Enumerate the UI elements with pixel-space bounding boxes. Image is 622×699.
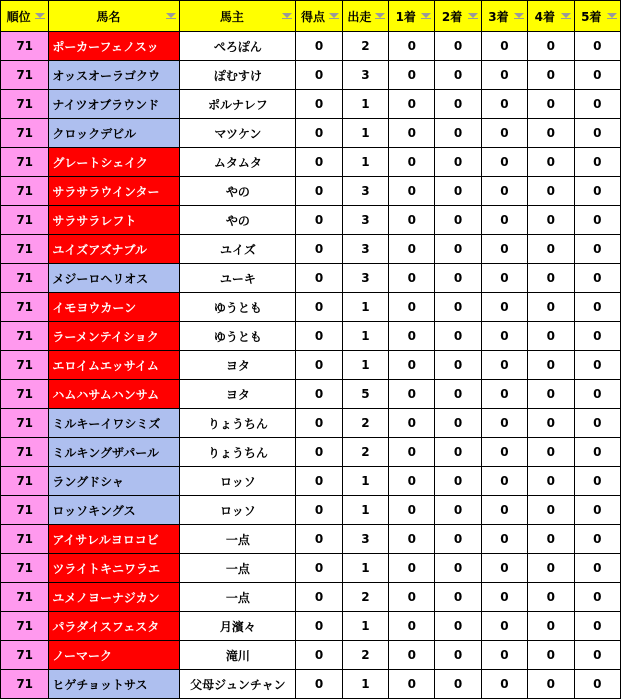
horse-name-cell[interactable]: ツライトキニワラエ: [49, 554, 180, 583]
fifth-place-cell[interactable]: 0: [574, 177, 621, 206]
header-fourth[interactable]: [528, 1, 574, 32]
starts-cell[interactable]: 3: [342, 177, 388, 206]
second-place-cell[interactable]: 0: [435, 119, 481, 148]
third-place-cell[interactable]: 0: [481, 293, 527, 322]
owner-cell[interactable]: ヨタ: [180, 380, 296, 409]
filter-dropdown-icon[interactable]: [607, 13, 617, 19]
table-row: [1, 525, 621, 554]
second-place-cell[interactable]: 0: [435, 380, 481, 409]
owner-cell[interactable]: やの: [180, 206, 296, 235]
first-place-cell[interactable]: 0: [389, 583, 435, 612]
third-place-cell[interactable]: 0: [481, 264, 527, 293]
second-place-cell[interactable]: 0: [435, 641, 481, 670]
header-first[interactable]: [389, 1, 435, 32]
fourth-place-cell[interactable]: 0: [528, 583, 574, 612]
starts-cell[interactable]: 2: [342, 409, 388, 438]
fifth-place-cell[interactable]: 0: [574, 293, 621, 322]
fifth-place-cell[interactable]: 0: [574, 670, 621, 699]
first-place-cell[interactable]: 0: [389, 119, 435, 148]
starts-cell[interactable]: 3: [342, 61, 388, 90]
owner-cell[interactable]: 月濱々: [180, 612, 296, 641]
owner-cell[interactable]: 一点: [180, 583, 296, 612]
rank-cell[interactable]: 71: [1, 409, 49, 438]
rank-cell[interactable]: 71: [1, 177, 49, 206]
table-row: [1, 206, 621, 235]
starts-cell[interactable]: 1: [342, 467, 388, 496]
owner-cell[interactable]: 一点: [180, 554, 296, 583]
fifth-place-cell[interactable]: 0: [574, 90, 621, 119]
first-place-cell[interactable]: 0: [389, 293, 435, 322]
fifth-place-cell[interactable]: 0: [574, 235, 621, 264]
second-place-cell[interactable]: 0: [435, 525, 481, 554]
horse-name-cell[interactable]: イモヨウカーン: [49, 293, 180, 322]
first-place-cell[interactable]: 0: [389, 670, 435, 699]
points-cell[interactable]: 0: [296, 32, 342, 61]
points-cell[interactable]: 0: [296, 380, 342, 409]
owner-cell[interactable]: ロッソ: [180, 496, 296, 525]
horse-name-cell[interactable]: ノーマーク: [49, 641, 180, 670]
points-cell[interactable]: 0: [296, 61, 342, 90]
fifth-place-cell[interactable]: 0: [574, 322, 621, 351]
points-cell[interactable]: 0: [296, 467, 342, 496]
points-cell[interactable]: 0: [296, 670, 342, 699]
second-place-cell[interactable]: 0: [435, 409, 481, 438]
rank-cell[interactable]: 71: [1, 293, 49, 322]
header-rank[interactable]: [1, 1, 49, 32]
points-cell[interactable]: 0: [296, 119, 342, 148]
rank-cell[interactable]: 71: [1, 583, 49, 612]
header-label: 3着: [488, 9, 509, 24]
fourth-place-cell[interactable]: 0: [528, 351, 574, 380]
header-label: 馬主: [219, 9, 244, 24]
third-place-cell[interactable]: 0: [481, 148, 527, 177]
third-place-cell[interactable]: 0: [481, 235, 527, 264]
fourth-place-cell[interactable]: 0: [528, 641, 574, 670]
table-row: [1, 583, 621, 612]
header-row: [1, 1, 621, 32]
table-row: [1, 264, 621, 293]
fourth-place-cell[interactable]: 0: [528, 206, 574, 235]
filter-dropdown-icon[interactable]: [282, 13, 292, 19]
fifth-place-cell[interactable]: 0: [574, 264, 621, 293]
horse-name-cell[interactable]: グレートシェイク: [49, 148, 180, 177]
fourth-place-cell[interactable]: 0: [528, 293, 574, 322]
second-place-cell[interactable]: 0: [435, 264, 481, 293]
starts-cell[interactable]: 1: [342, 293, 388, 322]
fifth-place-cell[interactable]: 0: [574, 554, 621, 583]
filter-dropdown-icon[interactable]: [468, 13, 478, 19]
owner-cell[interactable]: やの: [180, 177, 296, 206]
header-fifth[interactable]: [574, 1, 621, 32]
header-label: 馬名: [96, 9, 121, 24]
starts-cell[interactable]: 1: [342, 148, 388, 177]
horse-name-cell[interactable]: ロッソキングス: [49, 496, 180, 525]
header-label: 4着: [534, 9, 555, 24]
filter-dropdown-icon[interactable]: [375, 13, 385, 19]
owner-cell[interactable]: マツケン: [180, 119, 296, 148]
owner-cell[interactable]: 父母ジュンチャン: [180, 670, 296, 699]
second-place-cell[interactable]: 0: [435, 148, 481, 177]
horse-name-cell[interactable]: ハムハサムハンサム: [49, 380, 180, 409]
table-row: [1, 61, 621, 90]
starts-cell[interactable]: 3: [342, 206, 388, 235]
starts-cell[interactable]: 1: [342, 554, 388, 583]
header-label: 得点: [301, 9, 326, 24]
header-points[interactable]: [296, 1, 342, 32]
rank-cell[interactable]: 71: [1, 119, 49, 148]
horse-name-cell[interactable]: ヒゲチョットサス: [49, 670, 180, 699]
first-place-cell[interactable]: 0: [389, 206, 435, 235]
header-third[interactable]: [481, 1, 527, 32]
first-place-cell[interactable]: 0: [389, 32, 435, 61]
fourth-place-cell[interactable]: 0: [528, 32, 574, 61]
rank-cell[interactable]: 71: [1, 525, 49, 554]
second-place-cell[interactable]: 0: [435, 235, 481, 264]
first-place-cell[interactable]: 0: [389, 177, 435, 206]
points-cell[interactable]: 0: [296, 177, 342, 206]
first-place-cell[interactable]: 0: [389, 525, 435, 554]
fifth-place-cell[interactable]: 0: [574, 119, 621, 148]
fourth-place-cell[interactable]: 0: [528, 264, 574, 293]
third-place-cell[interactable]: 0: [481, 409, 527, 438]
starts-cell[interactable]: 1: [342, 496, 388, 525]
fourth-place-cell[interactable]: 0: [528, 438, 574, 467]
table-body: [1, 32, 621, 699]
fifth-place-cell[interactable]: 0: [574, 380, 621, 409]
owner-cell[interactable]: りょうちん: [180, 438, 296, 467]
horse-name-cell[interactable]: メジーロヘリオス: [49, 264, 180, 293]
starts-cell[interactable]: 3: [342, 525, 388, 554]
fourth-place-cell[interactable]: 0: [528, 177, 574, 206]
third-place-cell[interactable]: 0: [481, 206, 527, 235]
third-place-cell[interactable]: 0: [481, 322, 527, 351]
owner-cell[interactable]: ゆうとも: [180, 293, 296, 322]
points-cell[interactable]: 0: [296, 148, 342, 177]
first-place-cell[interactable]: 0: [389, 148, 435, 177]
horse-name-cell[interactable]: ユメノヨーナジカン: [49, 583, 180, 612]
starts-cell[interactable]: 1: [342, 670, 388, 699]
points-cell[interactable]: 0: [296, 496, 342, 525]
fourth-place-cell[interactable]: 0: [528, 670, 574, 699]
filter-dropdown-icon[interactable]: [421, 13, 431, 19]
third-place-cell[interactable]: 0: [481, 583, 527, 612]
table-row: [1, 554, 621, 583]
header-label: 順位: [6, 9, 31, 24]
filter-dropdown-icon[interactable]: [166, 13, 176, 19]
points-cell[interactable]: 0: [296, 293, 342, 322]
table-row: [1, 90, 621, 119]
rank-cell[interactable]: 71: [1, 554, 49, 583]
table-row: [1, 641, 621, 670]
first-place-cell[interactable]: 0: [389, 641, 435, 670]
second-place-cell[interactable]: 0: [435, 670, 481, 699]
horse-name-cell[interactable]: サラサラウインター: [49, 177, 180, 206]
horse-name-cell[interactable]: ミルキングザパール: [49, 438, 180, 467]
fourth-place-cell[interactable]: 0: [528, 61, 574, 90]
first-place-cell[interactable]: 0: [389, 380, 435, 409]
owner-cell[interactable]: ムタムタ: [180, 148, 296, 177]
filter-dropdown-icon[interactable]: [329, 13, 339, 19]
fourth-place-cell[interactable]: 0: [528, 148, 574, 177]
fifth-place-cell[interactable]: 0: [574, 496, 621, 525]
points-cell[interactable]: 0: [296, 438, 342, 467]
horse-name-cell[interactable]: ミルキーイワシミズ: [49, 409, 180, 438]
fourth-place-cell[interactable]: 0: [528, 380, 574, 409]
header-label: 2着: [441, 9, 463, 24]
first-place-cell[interactable]: 0: [389, 264, 435, 293]
filter-dropdown-icon[interactable]: [514, 13, 524, 19]
first-place-cell[interactable]: 0: [389, 496, 435, 525]
starts-cell[interactable]: 2: [342, 32, 388, 61]
fifth-place-cell[interactable]: 0: [574, 583, 621, 612]
fourth-place-cell[interactable]: 0: [528, 409, 574, 438]
horse-name-cell[interactable]: ポーカーフェノスッ: [49, 32, 180, 61]
table-row: [1, 496, 621, 525]
header-starts[interactable]: [342, 1, 388, 32]
second-place-cell[interactable]: 0: [435, 206, 481, 235]
third-place-cell[interactable]: 0: [481, 61, 527, 90]
rank-cell[interactable]: 71: [1, 264, 49, 293]
table-row: [1, 32, 621, 61]
owner-cell[interactable]: ユーキ: [180, 264, 296, 293]
second-place-cell[interactable]: 0: [435, 612, 481, 641]
rank-cell[interactable]: 71: [1, 148, 49, 177]
third-place-cell[interactable]: 0: [481, 177, 527, 206]
table-row: [1, 235, 621, 264]
points-cell[interactable]: 0: [296, 351, 342, 380]
starts-cell[interactable]: 3: [342, 235, 388, 264]
horse-name-cell[interactable]: ユイズアズナブル: [49, 235, 180, 264]
starts-cell[interactable]: 1: [342, 322, 388, 351]
owner-cell[interactable]: ぽむすけ: [180, 61, 296, 90]
table-row: [1, 177, 621, 206]
points-cell[interactable]: 0: [296, 235, 342, 264]
first-place-cell[interactable]: 0: [389, 235, 435, 264]
header-label: 出走: [347, 9, 372, 24]
fifth-place-cell[interactable]: 0: [574, 612, 621, 641]
filter-dropdown-icon[interactable]: [561, 13, 571, 19]
starts-cell[interactable]: 2: [342, 438, 388, 467]
starts-cell[interactable]: 2: [342, 583, 388, 612]
first-place-cell[interactable]: 0: [389, 90, 435, 119]
points-cell[interactable]: 0: [296, 554, 342, 583]
owner-cell[interactable]: ポルナレフ: [180, 90, 296, 119]
fifth-place-cell[interactable]: 0: [574, 61, 621, 90]
rank-cell[interactable]: 71: [1, 61, 49, 90]
second-place-cell[interactable]: 0: [435, 61, 481, 90]
table-row: [1, 467, 621, 496]
horse-name-cell[interactable]: パラダイスフェスタ: [49, 612, 180, 641]
first-place-cell[interactable]: 0: [389, 612, 435, 641]
owner-cell[interactable]: 滝川: [180, 641, 296, 670]
table-row: [1, 119, 621, 148]
owner-cell[interactable]: ゆうとも: [180, 322, 296, 351]
first-place-cell[interactable]: 0: [389, 351, 435, 380]
points-cell[interactable]: 0: [296, 206, 342, 235]
points-cell[interactable]: 0: [296, 264, 342, 293]
second-place-cell[interactable]: 0: [435, 438, 481, 467]
owner-cell[interactable]: りょうちん: [180, 409, 296, 438]
third-place-cell[interactable]: 0: [481, 32, 527, 61]
table-row: [1, 409, 621, 438]
first-place-cell[interactable]: 0: [389, 322, 435, 351]
points-cell[interactable]: 0: [296, 612, 342, 641]
third-place-cell[interactable]: 0: [481, 351, 527, 380]
first-place-cell[interactable]: 0: [389, 554, 435, 583]
fourth-place-cell[interactable]: 0: [528, 322, 574, 351]
rank-cell[interactable]: 71: [1, 641, 49, 670]
fourth-place-cell[interactable]: 0: [528, 496, 574, 525]
rank-cell[interactable]: 71: [1, 32, 49, 61]
points-cell[interactable]: 0: [296, 409, 342, 438]
starts-cell[interactable]: 1: [342, 119, 388, 148]
owner-cell[interactable]: ロッソ: [180, 467, 296, 496]
first-place-cell[interactable]: 0: [389, 409, 435, 438]
fifth-place-cell[interactable]: 0: [574, 32, 621, 61]
rank-cell[interactable]: 71: [1, 612, 49, 641]
table-row: [1, 380, 621, 409]
table-row: [1, 438, 621, 467]
header-second[interactable]: [435, 1, 481, 32]
table-row: [1, 612, 621, 641]
rank-cell[interactable]: 71: [1, 351, 49, 380]
header-owner[interactable]: [180, 1, 296, 32]
table-row: [1, 293, 621, 322]
fourth-place-cell[interactable]: 0: [528, 90, 574, 119]
first-place-cell[interactable]: 0: [389, 467, 435, 496]
horse-name-cell[interactable]: サラサラレフト: [49, 206, 180, 235]
second-place-cell[interactable]: 0: [435, 90, 481, 119]
starts-cell[interactable]: 1: [342, 612, 388, 641]
rank-cell[interactable]: 71: [1, 380, 49, 409]
rank-cell[interactable]: 71: [1, 235, 49, 264]
fourth-place-cell[interactable]: 0: [528, 119, 574, 148]
fifth-place-cell[interactable]: 0: [574, 438, 621, 467]
third-place-cell[interactable]: 0: [481, 119, 527, 148]
second-place-cell[interactable]: 0: [435, 351, 481, 380]
fourth-place-cell[interactable]: 0: [528, 467, 574, 496]
filter-dropdown-icon[interactable]: [35, 13, 45, 19]
fourth-place-cell[interactable]: 0: [528, 525, 574, 554]
third-place-cell[interactable]: 0: [481, 612, 527, 641]
starts-cell[interactable]: 1: [342, 90, 388, 119]
starts-cell[interactable]: 5: [342, 380, 388, 409]
fifth-place-cell[interactable]: 0: [574, 351, 621, 380]
horse-name-cell[interactable]: エロイムエッサイム: [49, 351, 180, 380]
fourth-place-cell[interactable]: 0: [528, 554, 574, 583]
points-cell[interactable]: 0: [296, 90, 342, 119]
table-row: [1, 351, 621, 380]
fifth-place-cell[interactable]: 0: [574, 525, 621, 554]
starts-cell[interactable]: 1: [342, 351, 388, 380]
horse-name-cell[interactable]: オッスオーラゴクウ: [49, 61, 180, 90]
third-place-cell[interactable]: 0: [481, 438, 527, 467]
third-place-cell[interactable]: 0: [481, 467, 527, 496]
header-label: 5着: [581, 9, 602, 24]
third-place-cell[interactable]: 0: [481, 525, 527, 554]
owner-cell[interactable]: 一点: [180, 525, 296, 554]
rank-cell[interactable]: 71: [1, 670, 49, 699]
table-row: [1, 322, 621, 351]
second-place-cell[interactable]: 0: [435, 496, 481, 525]
horse-name-cell[interactable]: ラングドシャ: [49, 467, 180, 496]
second-place-cell[interactable]: 0: [435, 293, 481, 322]
rank-cell[interactable]: 71: [1, 496, 49, 525]
third-place-cell[interactable]: 0: [481, 641, 527, 670]
third-place-cell[interactable]: 0: [481, 554, 527, 583]
rank-cell[interactable]: 71: [1, 438, 49, 467]
header-label: 1着: [395, 9, 416, 24]
third-place-cell[interactable]: 0: [481, 670, 527, 699]
owner-cell[interactable]: ユイズ: [180, 235, 296, 264]
second-place-cell[interactable]: 0: [435, 583, 481, 612]
second-place-cell[interactable]: 0: [435, 322, 481, 351]
third-place-cell[interactable]: 0: [481, 496, 527, 525]
points-cell[interactable]: 0: [296, 322, 342, 351]
rank-cell[interactable]: 71: [1, 206, 49, 235]
horse-name-cell[interactable]: ナイツオブラウンド: [49, 90, 180, 119]
header-horse[interactable]: [49, 1, 180, 32]
fifth-place-cell[interactable]: 0: [574, 409, 621, 438]
owner-cell[interactable]: ヨタ: [180, 351, 296, 380]
starts-cell[interactable]: 2: [342, 641, 388, 670]
second-place-cell[interactable]: 0: [435, 32, 481, 61]
table-row: [1, 148, 621, 177]
fifth-place-cell[interactable]: 0: [574, 467, 621, 496]
horse-name-cell[interactable]: クロックデビル: [49, 119, 180, 148]
fourth-place-cell[interactable]: 0: [528, 612, 574, 641]
table-row: [1, 670, 621, 699]
fifth-place-cell[interactable]: 0: [574, 148, 621, 177]
fifth-place-cell[interactable]: 0: [574, 641, 621, 670]
horse-name-cell[interactable]: アイサレルヨロコビ: [49, 525, 180, 554]
horse-name-cell[interactable]: ラーメンテイショク: [49, 322, 180, 351]
rank-cell[interactable]: 71: [1, 90, 49, 119]
first-place-cell[interactable]: 0: [389, 61, 435, 90]
third-place-cell[interactable]: 0: [481, 380, 527, 409]
second-place-cell[interactable]: 0: [435, 467, 481, 496]
rank-cell[interactable]: 71: [1, 322, 49, 351]
second-place-cell[interactable]: 0: [435, 177, 481, 206]
first-place-cell[interactable]: 0: [389, 438, 435, 467]
fourth-place-cell[interactable]: 0: [528, 235, 574, 264]
fifth-place-cell[interactable]: 0: [574, 206, 621, 235]
starts-cell[interactable]: 3: [342, 264, 388, 293]
third-place-cell[interactable]: 0: [481, 90, 527, 119]
points-cell[interactable]: 0: [296, 583, 342, 612]
second-place-cell[interactable]: 0: [435, 554, 481, 583]
points-cell[interactable]: 0: [296, 641, 342, 670]
owner-cell[interactable]: ぺろぽん: [180, 32, 296, 61]
points-cell[interactable]: 0: [296, 525, 342, 554]
rank-cell[interactable]: 71: [1, 467, 49, 496]
